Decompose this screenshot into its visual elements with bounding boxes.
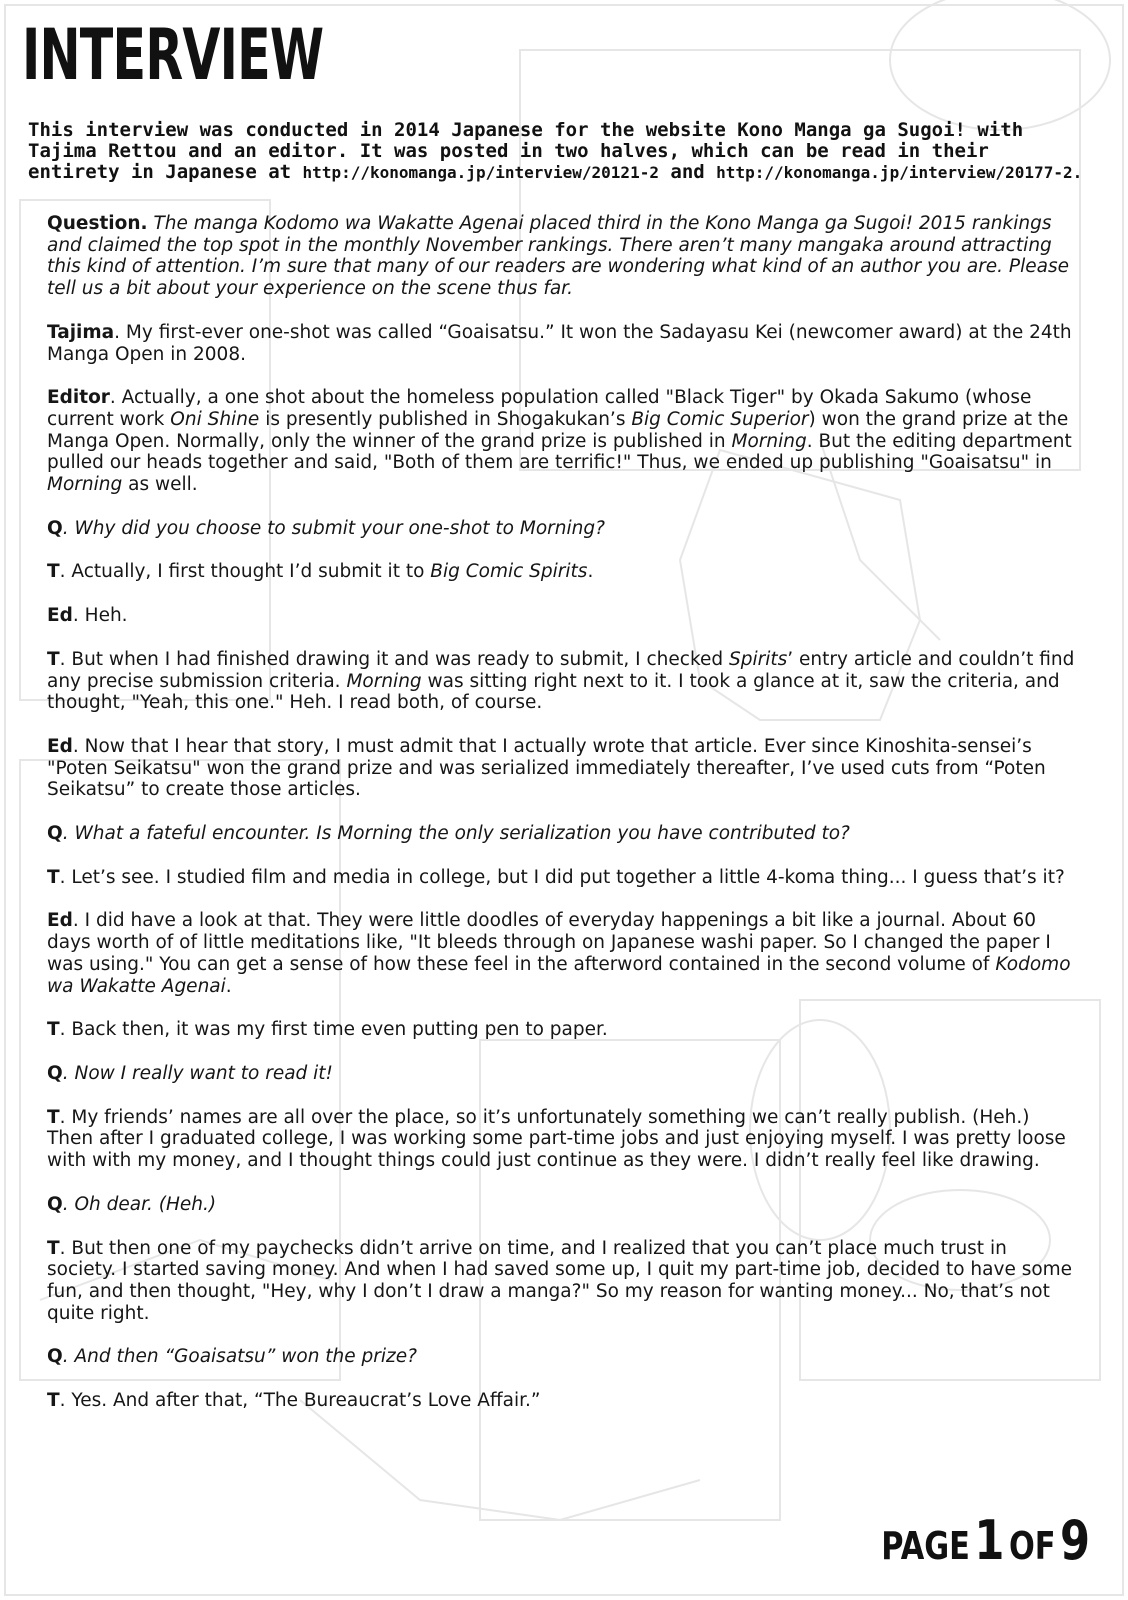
speaker-label: Q [47,1062,63,1084]
speaker-label: Editor [47,387,110,409]
interview-url-1[interactable]: http://konomanga.jp/interview/20121-2 [302,163,659,182]
paragraph-editor [47,736,1077,801]
interview-url-2[interactable]: http://konomanga.jp/interview/20177-2. [716,163,1083,182]
paragraph-question [47,518,1077,540]
speaker-label: Q [47,1193,63,1215]
paragraph-question [47,213,1077,300]
paragraph-answer [47,322,1077,365]
answer-text: . But then one of my paychecks didn’t arrive on time, and I realized that you can’t place much trust in society. I started saving money. And when I had saved some up, I quit my part-time job, decided to have some fun, and then thought, "Hey, why I don’t I draw a manga?" So my reason for wanting money... No, that’s not quite right. [47,1237,1073,1324]
page-current: 1 [974,1509,1005,1572]
paragraph-question [47,823,1077,845]
title-italic: Morning [346,670,422,692]
interview-body [47,213,1077,1434]
speaker-label: T [47,648,60,670]
answer-text: . But the editing department pulled our heads together and said, "Both of them are terrific!" Thus, we ended up publishing "Goaisatsu" in [47,430,1072,474]
speaker-label: Ed [47,910,73,932]
paragraph-answer [47,1019,1077,1041]
speaker-label: T [47,866,60,888]
answer-text: . Yes. And after that, “The Bureaucrat’s Love Affair.” [59,1390,541,1412]
page-title: INTERVIEW [22,14,324,96]
question-text: . What a fateful encounter. Is Morning the only serialization you have contributed to? [62,823,850,845]
paragraph-question [47,1346,1077,1368]
intro-and: and [658,161,717,183]
page-number [881,1509,1090,1572]
answer-text: was sitting right next to it. I took a glance at it, saw the criteria, and thought, "Yeah, this one." Heh. I read both, of course. [47,670,1060,714]
speaker-label: Question. [47,213,148,234]
question-text: . Oh dear. (Heh.) [62,1193,217,1215]
answer-text: is presently published in Shogakukan’s [259,408,632,430]
title-italic: Morning [47,474,123,496]
speaker-label: Ed [47,605,73,627]
answer-text: ’ entry article and couldn’t find any precise submission criteria. [47,648,1075,692]
answer-text: . Heh. [72,605,128,627]
title-italic: Kodomo wa Wakatte Agenai [47,953,1071,997]
paragraph-answer [47,1107,1077,1172]
answer-text: . But when I had finished drawing it and was ready to submit, I checked [59,648,730,670]
answer-text: . My friends’ names are all over the place, so it’s unfortunately something we can’t really publish. (Heh.) Then after I graduated college, I was working some part-time jobs and just enjoying myself. I was pretty loose with with my money, and I thought things could just continue as they were. I didn’t really feel like drawing. [47,1106,1066,1172]
question-text: . And then “Goaisatsu” won the prize? [62,1346,417,1368]
speaker-label: Q [47,1346,63,1368]
speaker-label: Ed [47,735,73,757]
answer-text: . I did have a look at that. They were little doodles of everyday happenings a bit like a journal. About 60 days worth of of little meditations like, "It bleeds through on Japanese washi paper. So I changed the paper I was using." You can get a sense of how these feel in the afterword contained in the second volume of [47,910,1051,975]
speaker-label: T [47,1019,60,1041]
answer-text: . My first-ever one-shot was called “Goaisatsu.” It won the Sadayasu Kei (newcomer award) at the 24th Manga Open in 2008. [47,321,1072,365]
paragraph-answer [47,561,1077,583]
title-italic: Morning [731,430,807,452]
paragraph-answer [47,649,1077,714]
paragraph-question [47,1194,1077,1216]
answer-text: ) won the grand prize at the Manga Open. Normally, only the winner of the grand prize is published in [47,408,1069,452]
intro-text: This interview was conducted in 2014 Japanese for the website Kono Manga ga Sugoi! with Tajima Rettou and an editor. It was posted in two halves, which can be read in their entirety in Japanese at [28,119,1024,183]
answer-text: . Back then, it was my first time even putting pen to paper. [59,1019,608,1041]
answer-text: . [225,975,232,997]
paragraph-editor [47,910,1077,997]
speaker-label: T [47,1237,60,1259]
question-text: . Why did you choose to submit your one-shot to Morning? [62,517,605,539]
paragraph-editor [47,387,1077,496]
page-word: PAGE [881,1524,970,1568]
question-text: . Now I really want to read it! [62,1062,333,1084]
speaker-label: T [47,561,60,583]
speaker-label: T [47,1390,60,1412]
question-text: The manga Kodomo wa Wakatte Agenai placed third in the Kono Manga ga Sugoi! 2015 rankings and claimed the top spot in the monthly November rankings. There aren’t many mangaka around attracting this kind of attention. I’m sure that many of our readers are wondering what kind of an author you are. Please tell us a bit about your experience on the scene thus far. [47,213,1069,300]
paragraph-answer [47,1238,1077,1325]
intro-paragraph [28,120,1088,183]
answer-text: . Actually, I first thought I’d submit it to [59,561,431,583]
answer-text: as well. [122,474,198,496]
page-total: 9 [1059,1509,1090,1572]
speaker-label: T [47,1106,60,1128]
speaker-label: Q [47,823,63,845]
speaker-label: Tajima [47,321,115,343]
answer-text: . Now that I hear that story, I must admit that I actually wrote that article. Ever since Kinoshita-sensei’s "Poten Seikatsu" won the grand prize and was serialized immediately thereafter, I’ve used cuts from “Poten Seikatsu” to create those articles. [47,735,1046,801]
paragraph-answer [47,867,1077,889]
title-italic: Big Comic Spirits [430,561,588,583]
page-of-word: OF [1008,1524,1056,1568]
paragraph-question [47,1063,1077,1085]
answer-text: . [587,561,594,583]
title-italic: Big Comic Superior [631,408,809,430]
paragraph-editor [47,605,1077,627]
speaker-label: Q [47,517,63,539]
answer-text: . Let’s see. I studied film and media in college, but I did put together a little 4-koma thing... I guess that’s it? [59,866,1065,888]
title-italic: Oni Shine [170,408,260,430]
answer-text: . Actually, a one shot about the homeless population called "Black Tiger" by Okada Sakumo (whose current work [47,387,1032,430]
title-italic: Spirits [729,648,788,670]
paragraph-answer [47,1390,1077,1412]
